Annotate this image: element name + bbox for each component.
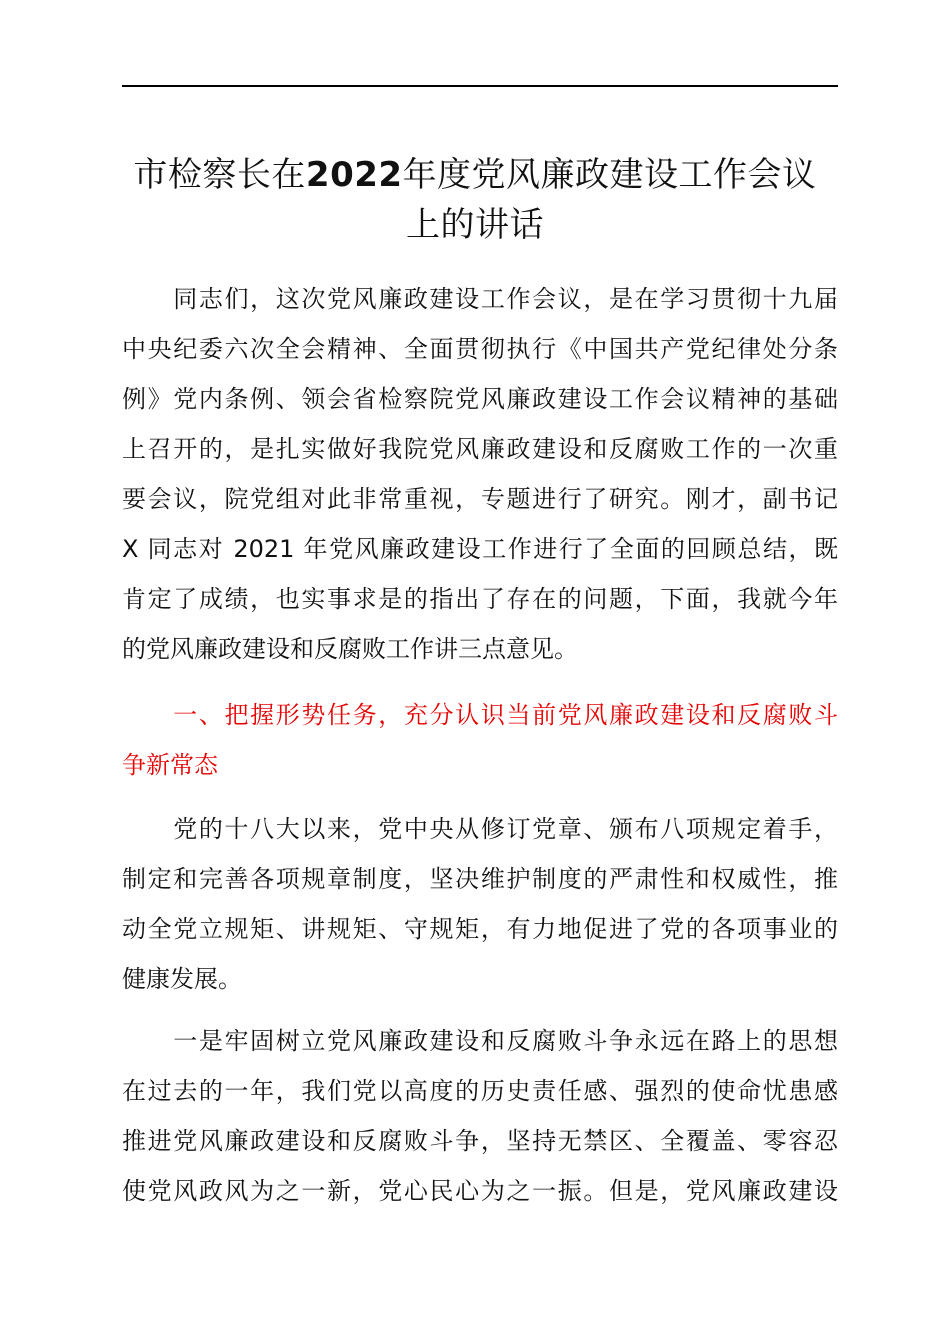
text-line: 上召开的，是扎实做好我院党风廉政建设和反腐败工作的一次重 <box>122 435 838 463</box>
text-line: 使党风政风为之一新，党心民心为之一振。但是，党风廉政建设 <box>122 1177 838 1205</box>
text-line: 的党风廉政建设和反腐败工作讲三点意见。 <box>122 635 578 663</box>
text-line: 同志们，这次党风廉政建设工作会议，是在学习贯彻十九届 <box>122 285 838 313</box>
header-rule <box>122 85 838 87</box>
heading-line: 一、把握形势任务，充分认识当前党风廉政建设和反腐败斗 <box>122 701 838 729</box>
section-heading-1 <box>122 690 838 790</box>
paragraph-background <box>122 804 838 1004</box>
text-line: 肯定了成绩，也实事求是的指出了存在的问题，下面，我就今年 <box>122 585 838 613</box>
text-line: 在过去的一年，我们党以高度的历史责任感、强烈的使命忧患感 <box>122 1077 838 1105</box>
text-line: 中央纪委六次全会精神、全面贯彻执行《中国共产党纪律处分条 <box>122 335 838 363</box>
text-line: 制定和完善各项规章制度，坚决维护制度的严肃性和权威性，推 <box>122 865 838 893</box>
text-line: 党的十八大以来，党中央从修订党章、颁布八项规定着手， <box>122 815 838 843</box>
text-line: 动全党立规矩、讲规矩、守规矩，有力地促进了党的各项事业的 <box>122 915 838 943</box>
text-line: 健康发展。 <box>122 965 242 993</box>
title-text: 年度党风廉政建设工作会议 <box>402 155 817 195</box>
title-line-1 <box>100 150 850 200</box>
document-title <box>100 150 850 250</box>
title-text: 市检察长在 <box>133 155 306 195</box>
title-year: 2022 <box>305 155 403 195</box>
title-line-2: 上的讲话 <box>406 205 544 245</box>
text-line: 例》党内条例、领会省检察院党风廉政建设工作会议精神的基础 <box>122 385 838 413</box>
text-line: 一是牢固树立党风廉政建设和反腐败斗争永远在路上的思想 <box>122 1027 838 1055</box>
text-line: X 同志对 2021 年党风廉政建设工作进行了全面的回顾总结，既 <box>122 535 838 563</box>
heading-line: 争新常态 <box>122 751 218 779</box>
text-line: 推进党风廉政建设和反腐败斗争，坚持无禁区、全覆盖、零容忍 <box>122 1127 838 1155</box>
text-line: 要会议，院党组对此非常重视，专题进行了研究。刚才，副书记 <box>122 485 838 513</box>
paragraph-intro <box>122 274 838 674</box>
paragraph-point-one <box>122 1016 838 1216</box>
